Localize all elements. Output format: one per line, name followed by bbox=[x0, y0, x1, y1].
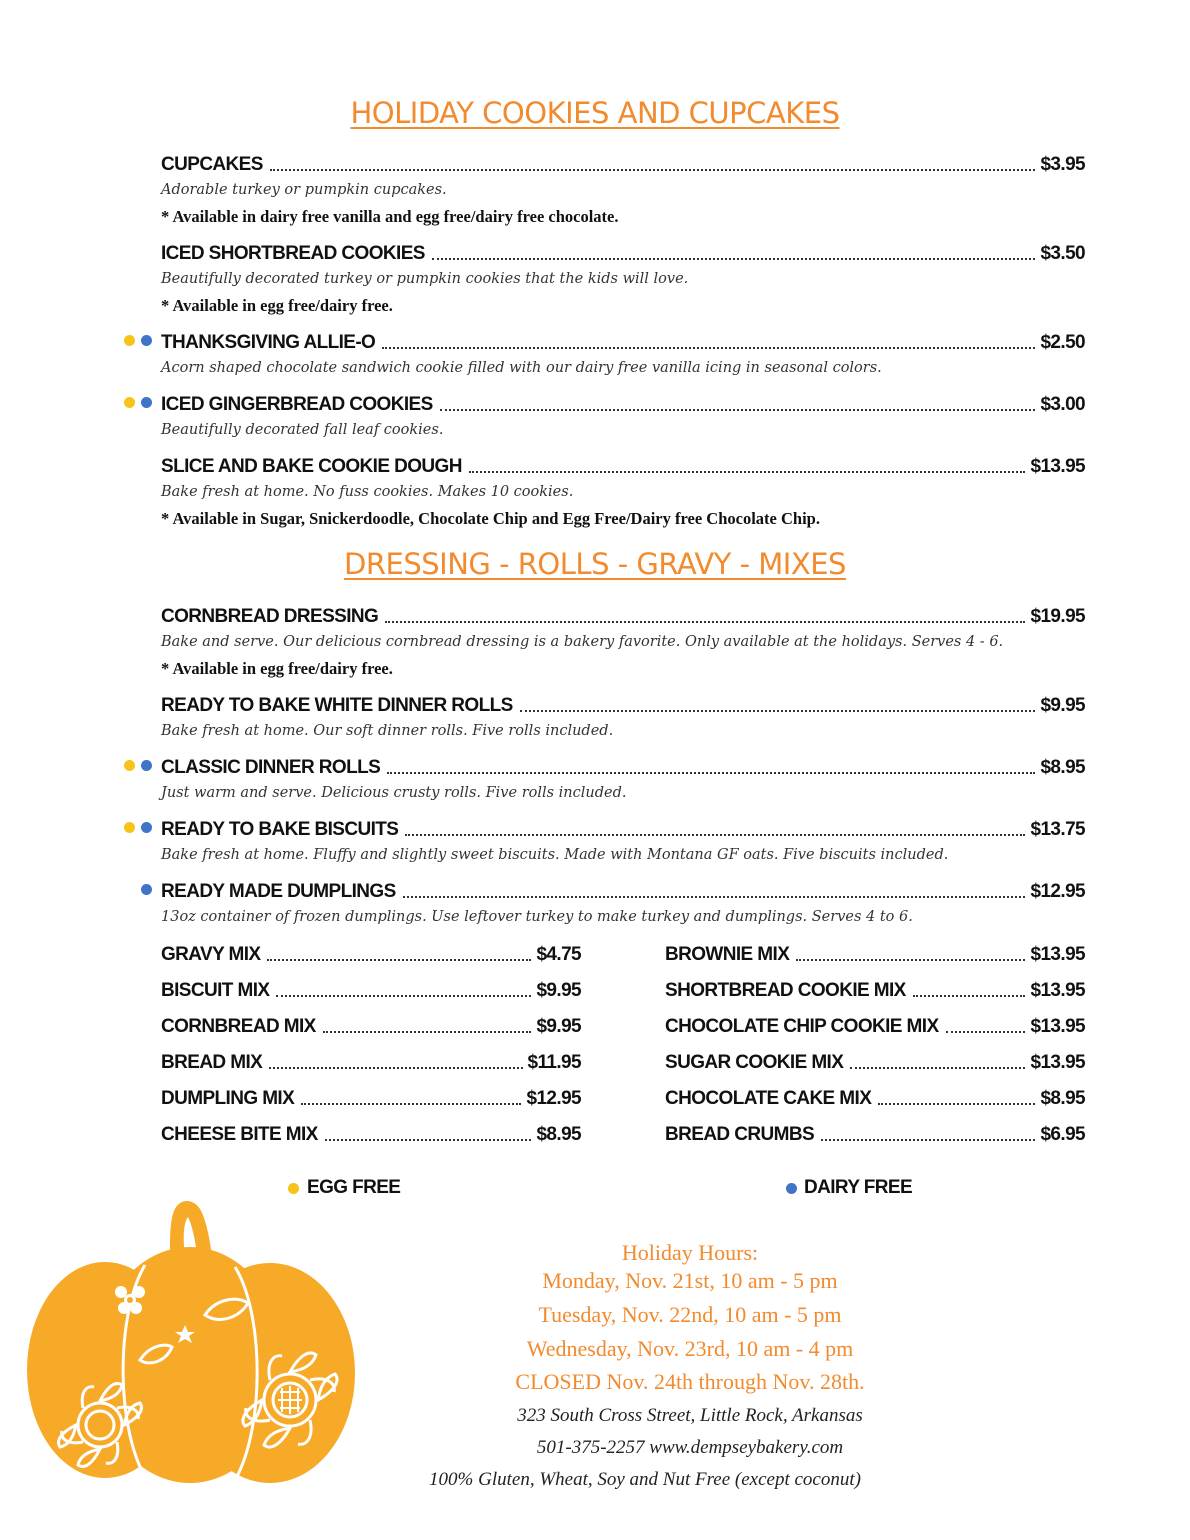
mix-item bbox=[161, 1120, 581, 1146]
item-name: DUMPLING MIX bbox=[161, 1088, 295, 1109]
item-price: $8.95 bbox=[1040, 757, 1085, 778]
mix-item bbox=[665, 1048, 1085, 1074]
item-name: BROWNIE MIX bbox=[665, 944, 790, 965]
item-price: $3.95 bbox=[1040, 154, 1085, 175]
item-name: CORNBREAD DRESSING bbox=[161, 606, 379, 627]
dotted-leader bbox=[440, 408, 1036, 411]
dotted-leader bbox=[469, 470, 1026, 473]
item-name: BISCUIT MIX bbox=[161, 980, 270, 1001]
allergen-note: 100% Gluten, Wheat, Soy and Nut Free (except coconut) bbox=[429, 1469, 861, 1490]
item-price: $6.95 bbox=[1040, 1124, 1085, 1145]
item-line bbox=[161, 877, 1085, 903]
item-price: $13.95 bbox=[1030, 1016, 1085, 1037]
dotted-leader bbox=[403, 895, 1026, 898]
item-line bbox=[161, 328, 1085, 354]
mix-item bbox=[161, 1084, 581, 1110]
item-price: $11.95 bbox=[527, 1052, 581, 1073]
dotted-leader bbox=[821, 1138, 1035, 1141]
item-price: $3.50 bbox=[1040, 243, 1085, 264]
egg-free-dot-icon bbox=[124, 760, 135, 771]
item-name: READY MADE DUMPLINGS bbox=[161, 881, 396, 902]
item-price: $8.95 bbox=[1040, 1088, 1085, 1109]
dairy-free-legend-icon bbox=[786, 1183, 797, 1194]
item-name: CLASSIC DINNER ROLLS bbox=[161, 757, 381, 778]
dotted-leader bbox=[405, 833, 1025, 836]
item-availability: * Available in egg free/dairy free. bbox=[161, 659, 393, 678]
item-description: Beautifully decorated fall leaf cookies. bbox=[161, 422, 444, 438]
item-price: $19.95 bbox=[1030, 606, 1085, 627]
item-name: THANKSGIVING ALLIE-O bbox=[161, 332, 376, 353]
dotted-leader bbox=[387, 771, 1035, 774]
mix-item bbox=[665, 1120, 1085, 1146]
item-name: CHOCOLATE CAKE MIX bbox=[665, 1088, 872, 1109]
item-name: READY TO BAKE BISCUITS bbox=[161, 819, 399, 840]
item-name: SHORTBREAD COOKIE MIX bbox=[665, 980, 906, 1001]
dotted-leader bbox=[520, 709, 1036, 712]
mix-item bbox=[665, 976, 1085, 1002]
item-description: Bake and serve. Our delicious cornbread dressing is a bakery favorite. Only available at the holidays. Serves 4 - 6. bbox=[161, 634, 1004, 650]
item-name: READY TO BAKE WHITE DINNER ROLLS bbox=[161, 695, 513, 716]
item-price: $9.95 bbox=[536, 1016, 581, 1037]
item-name: CORNBREAD MIX bbox=[161, 1016, 316, 1037]
item-price: $13.75 bbox=[1030, 819, 1085, 840]
item-availability: * Available in dairy free vanilla and egg free/dairy free chocolate. bbox=[161, 207, 619, 226]
item-price: $3.00 bbox=[1040, 394, 1085, 415]
item-line bbox=[161, 753, 1085, 779]
dairy-free-dot-icon bbox=[141, 335, 152, 346]
item-description: Adorable turkey or pumpkin cupcakes. bbox=[161, 182, 447, 198]
item-price: $12.95 bbox=[1030, 881, 1085, 902]
dotted-leader bbox=[270, 168, 1036, 171]
egg-free-dot-icon bbox=[124, 822, 135, 833]
item-name: SUGAR COOKIE MIX bbox=[665, 1052, 844, 1073]
dotted-leader bbox=[382, 346, 1035, 349]
holiday-hours-line: Wednesday, Nov. 23rd, 10 am - 4 pm bbox=[526, 1336, 854, 1361]
dotted-leader bbox=[385, 620, 1025, 623]
mix-item bbox=[161, 940, 581, 966]
dotted-leader bbox=[301, 1102, 521, 1105]
egg-free-dot-icon bbox=[124, 335, 135, 346]
item-description: 13oz container of frozen dumplings. Use leftover turkey to make turkey and dumplings. Serves 4 to 6. bbox=[161, 909, 913, 925]
item-description: Beautifully decorated turkey or pumpkin cookies that the kids will love. bbox=[161, 271, 689, 287]
dotted-leader bbox=[323, 1030, 532, 1033]
item-availability: * Available in Sugar, Snickerdoodle, Chocolate Chip and Egg Free/Dairy free Chocolate Chip. bbox=[161, 509, 820, 528]
holiday-hours-title: Holiday Hours: bbox=[621, 1240, 759, 1265]
item-price: $13.95 bbox=[1030, 980, 1085, 1001]
mix-item bbox=[161, 1048, 581, 1074]
holiday-hours-line: Tuesday, Nov. 22nd, 10 am - 5 pm bbox=[538, 1302, 842, 1327]
item-name: ICED GINGERBREAD COOKIES bbox=[161, 394, 433, 415]
item-description: Bake fresh at home. Fluffy and slightly sweet biscuits. Made with Montana GF oats. Five biscuits included. bbox=[161, 847, 949, 863]
item-line bbox=[161, 602, 1085, 628]
item-name: CUPCAKES bbox=[161, 154, 263, 175]
item-price: $13.95 bbox=[1030, 1052, 1085, 1073]
item-price: $12.95 bbox=[526, 1088, 581, 1109]
item-price: $9.95 bbox=[536, 980, 581, 1001]
legend-dairy-free: DAIRY FREE bbox=[804, 1177, 913, 1198]
mix-item bbox=[665, 1012, 1085, 1038]
dotted-leader bbox=[796, 958, 1025, 961]
dairy-free-dot-icon bbox=[141, 822, 152, 833]
dairy-free-dot-icon bbox=[141, 397, 152, 408]
section-title-cookies: HOLIDAY COOKIES AND CUPCAKES bbox=[350, 96, 840, 130]
dairy-free-dot-icon bbox=[141, 760, 152, 771]
item-name: CHEESE BITE MIX bbox=[161, 1124, 318, 1145]
item-price: $13.95 bbox=[1030, 944, 1085, 965]
mix-item bbox=[161, 1012, 581, 1038]
item-name: BREAD MIX bbox=[161, 1052, 263, 1073]
holiday-hours-line: Monday, Nov. 21st, 10 am - 5 pm bbox=[542, 1268, 838, 1293]
item-price: $4.75 bbox=[536, 944, 581, 965]
item-price: $2.50 bbox=[1040, 332, 1085, 353]
dotted-leader bbox=[276, 994, 531, 997]
mix-item bbox=[665, 1084, 1085, 1110]
item-name: ICED SHORTBREAD COOKIES bbox=[161, 243, 425, 264]
item-name: SLICE AND BAKE COOKIE DOUGH bbox=[161, 456, 462, 477]
item-description: Just warm and serve. Delicious crusty rolls. Five rolls included. bbox=[161, 785, 627, 801]
dotted-leader bbox=[878, 1102, 1035, 1105]
item-name: GRAVY MIX bbox=[161, 944, 261, 965]
item-price: $8.95 bbox=[536, 1124, 581, 1145]
dotted-leader bbox=[850, 1066, 1025, 1069]
item-line bbox=[161, 452, 1085, 478]
item-line bbox=[161, 150, 1085, 176]
item-line bbox=[161, 239, 1085, 265]
legend-egg-free: EGG FREE bbox=[307, 1177, 401, 1198]
dotted-leader bbox=[325, 1138, 532, 1141]
item-line bbox=[161, 691, 1085, 717]
dotted-leader bbox=[269, 1066, 522, 1069]
dotted-leader bbox=[267, 958, 531, 961]
section-title-dressing: DRESSING - ROLLS - GRAVY - MIXES bbox=[344, 547, 846, 581]
egg-free-dot-icon bbox=[124, 397, 135, 408]
mix-item bbox=[665, 940, 1085, 966]
item-price: $13.95 bbox=[1030, 456, 1085, 477]
dotted-leader bbox=[913, 994, 1026, 997]
item-line bbox=[161, 815, 1085, 841]
mix-item bbox=[161, 976, 581, 1002]
dotted-leader bbox=[432, 257, 1036, 260]
phone-website: 501-375-2257 www.dempseybakery.com bbox=[536, 1437, 844, 1458]
address: 323 South Cross Street, Little Rock, Arkansas bbox=[517, 1405, 863, 1426]
item-description: Acorn shaped chocolate sandwich cookie filled with our dairy free vanilla icing in seasonal colors. bbox=[161, 360, 882, 376]
item-line bbox=[161, 390, 1085, 416]
item-name: BREAD CRUMBS bbox=[665, 1124, 815, 1145]
dairy-free-dot-icon bbox=[141, 884, 152, 895]
item-name: CHOCOLATE CHIP COOKIE MIX bbox=[665, 1016, 939, 1037]
holiday-hours-closed: CLOSED Nov. 24th through Nov. 28th. bbox=[515, 1369, 865, 1394]
item-availability: * Available in egg free/dairy free. bbox=[161, 296, 393, 315]
egg-free-legend-icon bbox=[288, 1183, 299, 1194]
item-price: $9.95 bbox=[1040, 695, 1085, 716]
dotted-leader bbox=[946, 1030, 1026, 1033]
item-description: Bake fresh at home. No fuss cookies. Makes 10 cookies. bbox=[161, 484, 574, 500]
item-description: Bake fresh at home. Our soft dinner rolls. Five rolls included. bbox=[161, 723, 614, 739]
